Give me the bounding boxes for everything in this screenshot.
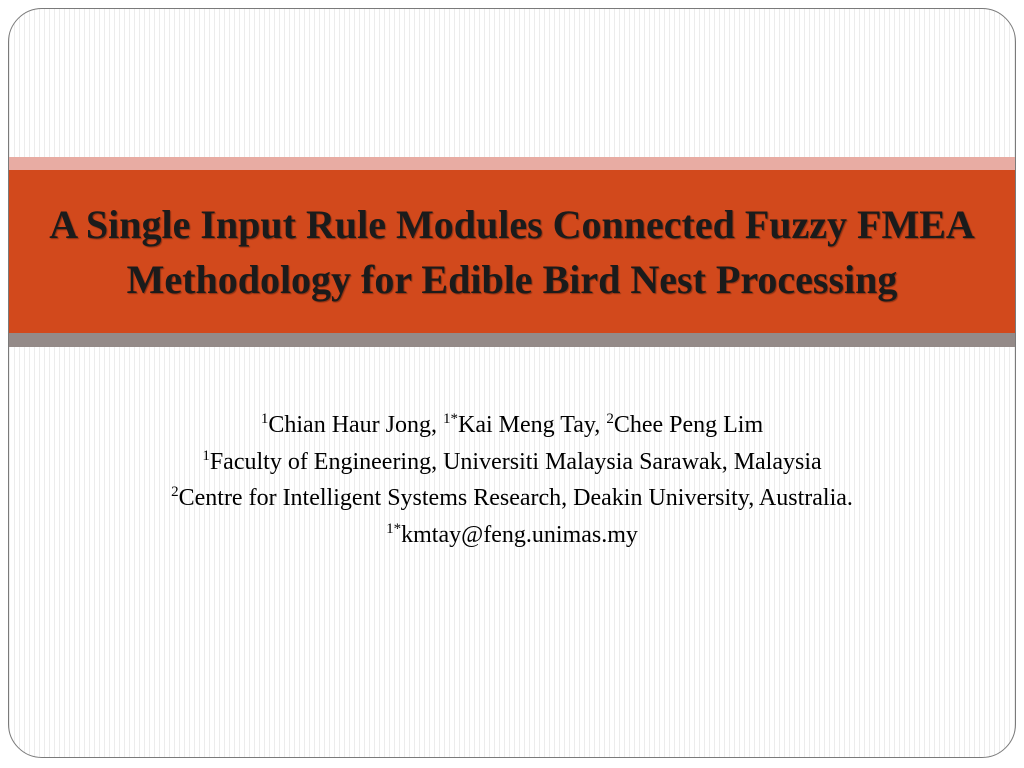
title-band-bottom-stripe [9,333,1015,347]
author-superscript: 2 [606,411,614,427]
author-name: Chian Haur Jong, [268,412,444,438]
slide-title: A Single Input Rule Modules Connected Fuzzy FMEA Methodology for Edible Bird Nest Processing [49,201,975,302]
contact-email: kmtay@feng.unimas.my [401,521,638,548]
author-superscript: 1* [443,411,459,427]
author-block [9,407,1015,553]
affiliation-line [9,444,1015,481]
title-band [9,170,1015,333]
affiliation-line [9,480,1015,517]
affiliation-text: Faculty of Engineering, Universiti Malaysia Sarawak, Malaysia [209,448,822,475]
affiliation-superscript: 2 [171,484,179,500]
affiliation-text: Centre for Intelligent Systems Research, Deakin University, Australia. [178,485,853,511]
author-name: Chee Peng Lim [613,412,764,438]
author-superscript: 1 [260,411,269,427]
authors-line [9,407,1015,444]
affiliation-superscript: 1 [202,447,210,464]
email-superscript: 1* [386,520,402,537]
title-band-top-stripe [9,157,1015,170]
author-name: Kai Meng Tay, [458,412,607,438]
email-line [9,517,1015,554]
slide [8,8,1016,758]
